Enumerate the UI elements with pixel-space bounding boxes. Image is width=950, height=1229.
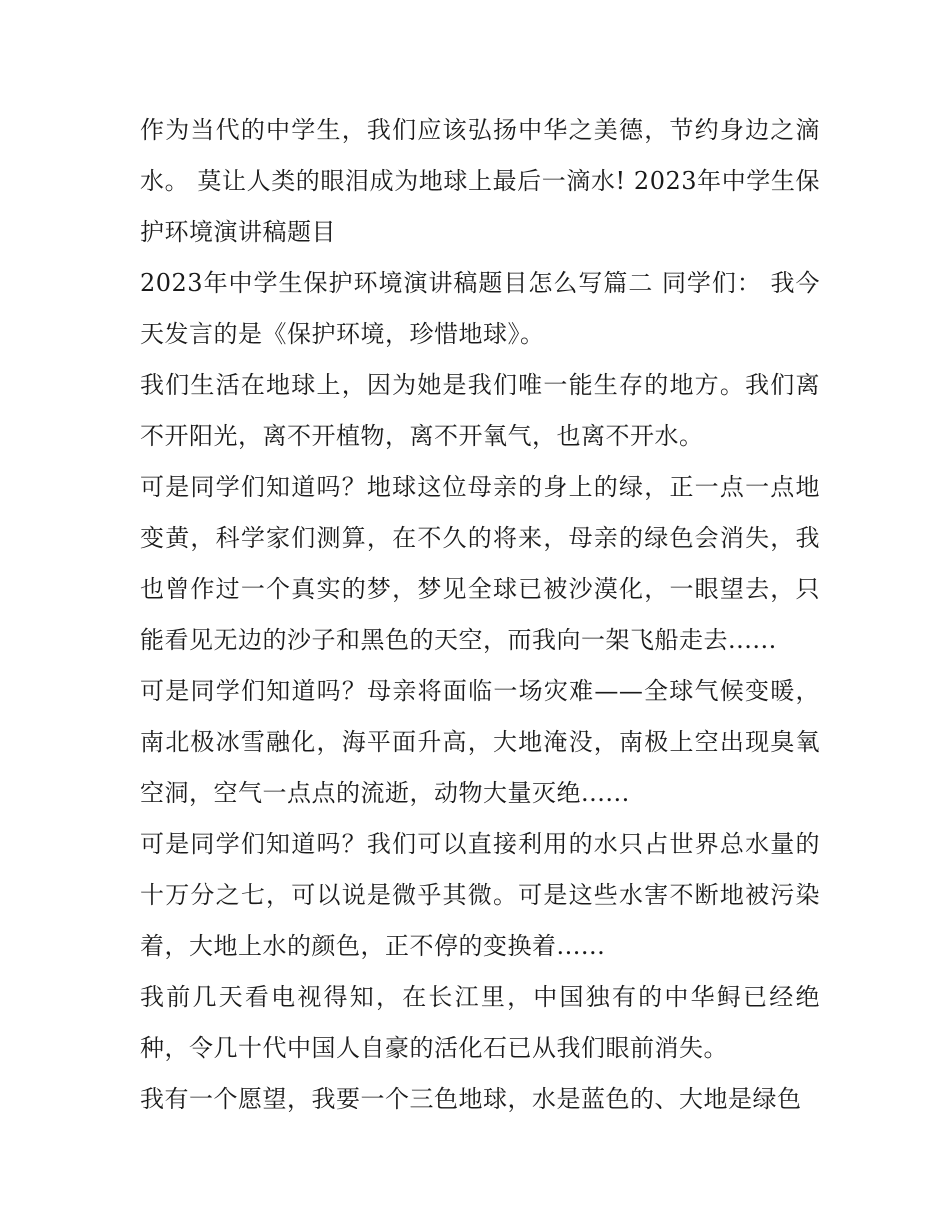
paragraph: 我有一个愿望，我要一个三色地球，水是蓝色的、大地是绿色 [140,1085,802,1113]
paragraph: 可是同学们知道吗？母亲将面临一场灾难——全球气候变暖，南北极冰雪融化，海平面升高，大地淹没，南极上空出现臭氧空洞，空气一点点的流逝，动物大量灭绝...... [140,677,820,807]
document-body [140,105,820,1125]
paragraph: 2023年中学生保护环境演讲稿题目怎么写篇二 同学们： 我今天发言的是《保护环境，珍惜地球》。 [140,269,820,348]
paragraph: 作为当代的中学生，我们应该弘扬中华之美德，节约身边之滴水。 莫让人类的眼泪成为地球上最后一滴水! 2023年中学生保护环境演讲稿题目 [140,116,820,246]
paragraph: 可是同学们知道吗？地球这位母亲的身上的绿，正一点一点地变黄，科学家们测算，在不久的将来，母亲的绿色会消失，我也曾作过一个真实的梦，梦见全球已被沙漠化，一眼望去，只能看见无边的沙子和黑色的天空，而我向一架飞船走去...... [140,473,820,654]
paragraph: 我们生活在地球上，因为她是我们唯一能生存的地方。我们离不开阳光，离不开植物，离不开氧气，也离不开水。 [140,371,820,450]
paragraph: 我前几天看电视得知，在长江里，中国独有的中华鲟已经绝种，令几十代中国人自豪的活化石已从我们眼前消失。 [140,983,820,1062]
paragraph: 可是同学们知道吗？我们可以直接利用的水只占世界总水量的十万分之七，可以说是微乎其微。可是这些水害不断地被污染着，大地上水的颜色，正不停的变换着...... [140,830,820,960]
